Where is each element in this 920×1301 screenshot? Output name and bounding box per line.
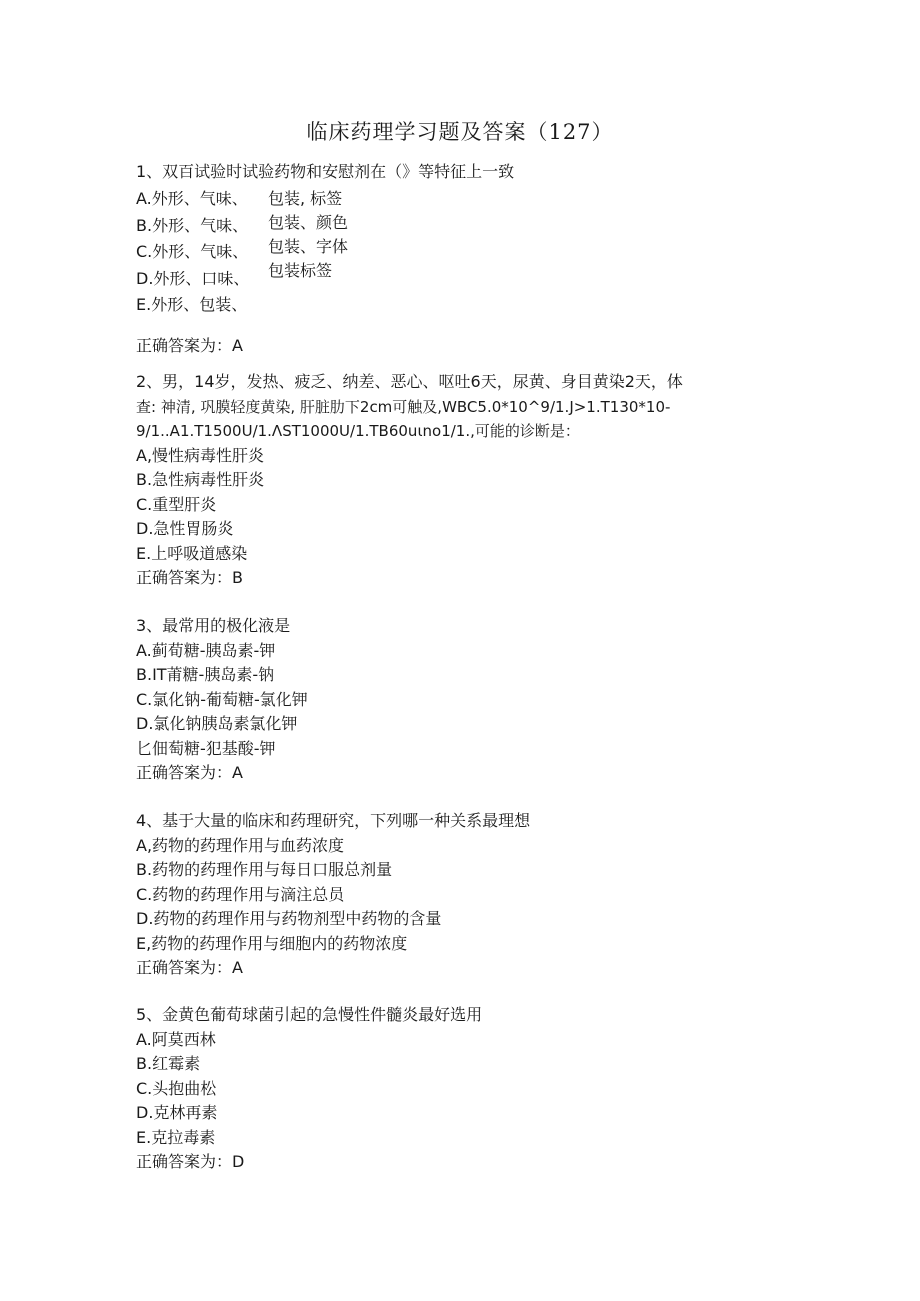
option-e: E.上呼吸道感染: [136, 543, 248, 563]
question-3-stem: 3、最常用的极化液是: [136, 616, 291, 635]
option-d: D.外形、口味、: [136, 268, 250, 288]
question-4-stem: 4、基于大量的临床和药理研究，下列哪一种关系最理想: [136, 811, 531, 830]
option-c: C.药物的药理作用与滴注总员: [136, 884, 345, 904]
option-e: E,药物的药理作用与细胞内的药物浓度: [136, 933, 408, 953]
option-b: B.药物的药理作用与每日口服总剂量: [136, 860, 393, 879]
question-4: [136, 809, 776, 981]
option-a-suffix: 包装, 标签: [268, 189, 343, 208]
option-a: A.外形、气味、: [136, 189, 248, 208]
option-d: D.氯化钠胰岛素氯化钾: [136, 714, 298, 733]
question-5: [136, 1003, 776, 1175]
question-2-stem-line-2: 查: 神清, 巩膜轻度黄染, 肝脏肋下2cm可触及,WBC5.0*10^9/1.J>1.T130*10-: [136, 397, 671, 416]
question-1: [136, 160, 776, 359]
option-d: D.急性胃肠炎: [136, 519, 234, 538]
page-title: 临床药理学习题及答案（127）: [306, 120, 614, 144]
option-e: E.外形、包装、: [136, 295, 248, 314]
option-b: B.急性病毒性肝炎: [136, 470, 265, 489]
option-c-suffix: 包装、字体: [268, 237, 349, 256]
option-a: A.阿莫西林: [136, 1029, 216, 1049]
option-d: D.克林再素: [136, 1103, 218, 1122]
question-3: [136, 614, 776, 786]
question-1-stem: 1、双百试验时试验药物和安慰剂在（》等特征上一致: [136, 162, 515, 181]
option-a: A.蓟荀糖-胰岛素-钾: [136, 640, 276, 660]
option-c: C.外形、气味、: [136, 242, 249, 261]
question-1-answer: 正确答案为：A: [136, 336, 243, 355]
option-a: A,慢性病毒性肝炎: [136, 445, 265, 465]
question-5-stem: 5、金黄色葡荀球菌引起的急慢性件髓炎最好选用: [136, 1005, 483, 1024]
option-e: E.克拉毒素: [136, 1127, 216, 1147]
question-2-answer: 正确答案为：B: [136, 568, 243, 587]
question-3-answer: 正确答案为：A: [136, 763, 243, 782]
option-c: C.重型肝炎: [136, 494, 217, 514]
option-b: B.外形、气味、: [136, 215, 249, 235]
question-2-stem-line-3: 9/1..A1.T1500U/1.ΛST1000U/1.TB60uιno1/1.,可能的诊断是：: [136, 422, 580, 440]
option-d: D.药物的药理作用与药物剂型中药物的含量: [136, 909, 442, 928]
question-4-answer: 正确答案为：A: [136, 958, 243, 977]
option-b-suffix: 包装、颜色: [268, 213, 349, 232]
question-5-answer: 正确答案为：D: [136, 1152, 245, 1171]
option-b: B.IT莆糖-胰岛素-钠: [136, 665, 275, 684]
option-c: C.头抱曲松: [136, 1078, 217, 1098]
option-e: 匕佃萄糖-犯基酸-钾: [136, 738, 276, 758]
option-b: B.红霉素: [136, 1054, 201, 1073]
option-a: A,药物的药理作用与血药浓度: [136, 835, 345, 855]
question-1-options: [136, 187, 776, 334]
option-d-suffix: 包装标签: [268, 261, 333, 280]
question-2-stem-line-1: 2、男，14岁，发热、疲乏、纳差、恶心、呕吐6天，尿黄、身目黄染2天，体: [136, 372, 683, 391]
question-2: [136, 370, 776, 591]
option-c: C.氯化钠-葡萄糖-氯化钾: [136, 689, 308, 709]
